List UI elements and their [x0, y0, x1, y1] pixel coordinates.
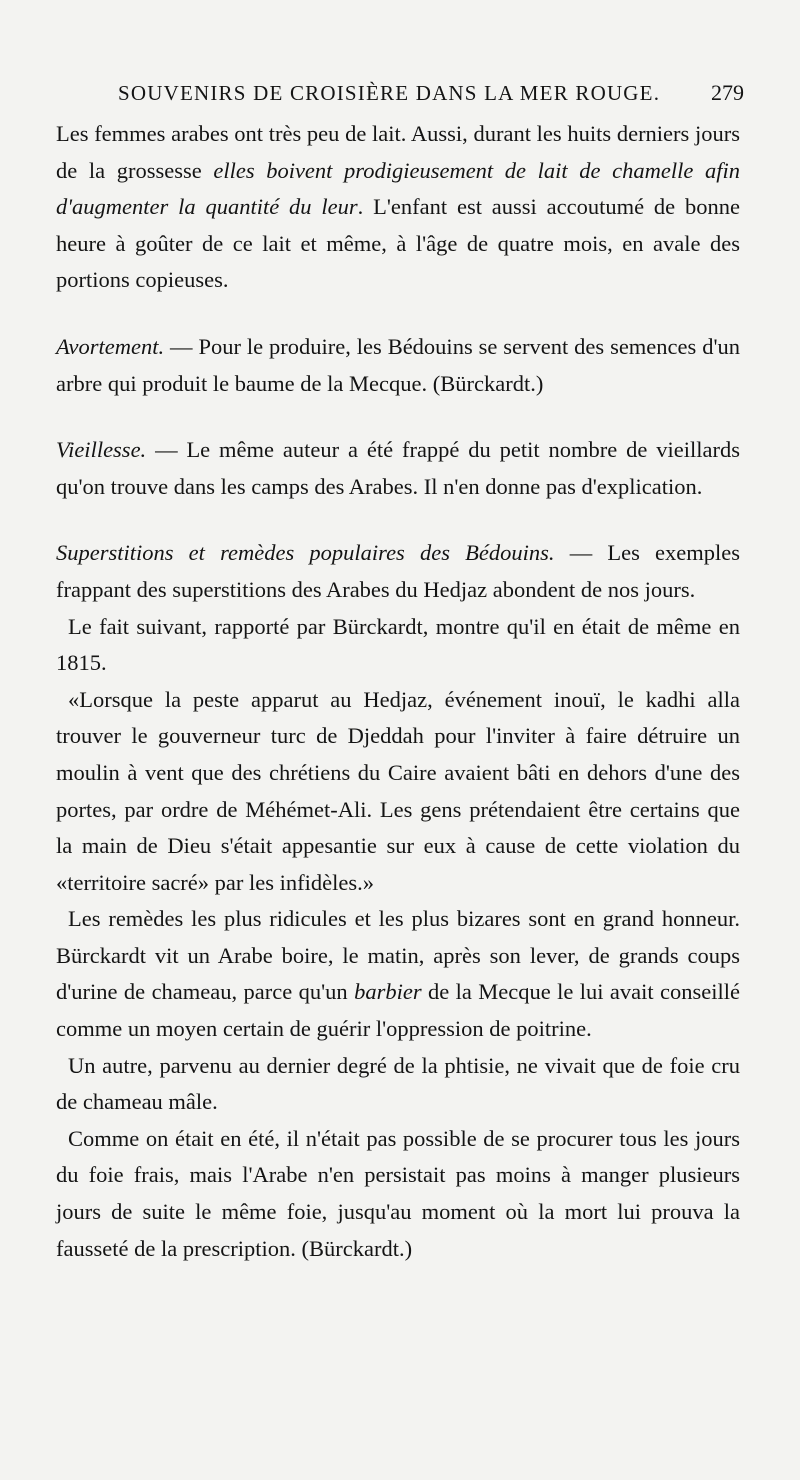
page-number: 279: [711, 80, 744, 105]
section-heading: Vieillesse.: [56, 437, 147, 463]
page-body: [56, 116, 740, 1267]
paragraph-avortement: Avortement. — Pour le produire, les Bédouins se servent des semences d'un arbre qui produit le baume de la Mecque. (Bürckardt.): [56, 333, 740, 396]
running-title: SOUVENIRS DE CROISIÈRE DANS LA MER ROUGE.: [118, 81, 661, 105]
paragraph-superstitions: Superstitions et remèdes populaires des Bédouins. — Les exemples frappant des superstitions des Arabes du Hedjaz abondent de nos jours.: [56, 540, 740, 602]
paragraph-milk: Les femmes arabes ont très peu de lait. Aussi, durant les huits derniers jours de la grossesse elles boivent prodigieusement de lait de chamelle afin d'augmenter la quantité du leur. L'enfant est aussi accoutumé de bonne heure à goûter de ce lait et même, à l'âge de quatre mois, en avale des portions copieuses.: [56, 121, 740, 293]
paragraph-quote-peste: «Lorsque la peste apparut au Hedjaz, événement inouï, le kadhi alla trouver le gouverneur turc de Djeddah pour l'inviter à faire détruire un moulin à vent que des chrétiens du Caire avaient bâti en dehors d'une des portes, par ordre de Méhémet-Ali. Les gens prétendaient être certains que la main de Dieu s'était appesantie sur eux à cause de cette violation du «territoire sacré» par les infidèles.»: [56, 686, 740, 895]
emphasis: barbier: [354, 979, 422, 1005]
emphasis: elles boivent prodigieusement de lait de chamelle afin d'augmenter la quantité du leur: [56, 157, 740, 220]
section-heading: Avortement.: [56, 333, 165, 359]
page-header: [118, 80, 744, 106]
paragraph-phtisie: Un autre, parvenu au dernier degré de la phtisie, ne vivait que de foie cru de chameau mâle.: [56, 1052, 740, 1115]
paragraph-foie: Comme on était en été, il n'était pas possible de se procurer tous les jours du foie frais, mais l'Arabe n'en persistait pas moins à manger plusieurs jours de suite le même foie, jusqu'au moment où la mort lui prouva la fausseté de la prescription. (Bürckardt.): [56, 1125, 740, 1261]
paragraph-remedes: Les remèdes les plus ridicules et les plus bizares sont en grand honneur. Bürckardt vit un Arabe boire, le matin, après son lever, de grands coups d'urine de chameau, parce qu'un barbier de la Mecque le lui avait conseillé comme un moyen certain de guérir l'oppression de poitrine.: [56, 906, 740, 1042]
paragraph-vieillesse: Vieillesse. — Le même auteur a été frappé du petit nombre de vieillards qu'on trouve dans les camps des Arabes. Il n'en donne pas d'explication.: [56, 437, 740, 499]
paragraph-fait-suivant: Le fait suivant, rapporté par Bürckardt, montre qu'il en était de même en 1815.: [56, 613, 740, 676]
section-heading: Superstitions et remèdes populaires des Bédouins.: [56, 540, 555, 566]
